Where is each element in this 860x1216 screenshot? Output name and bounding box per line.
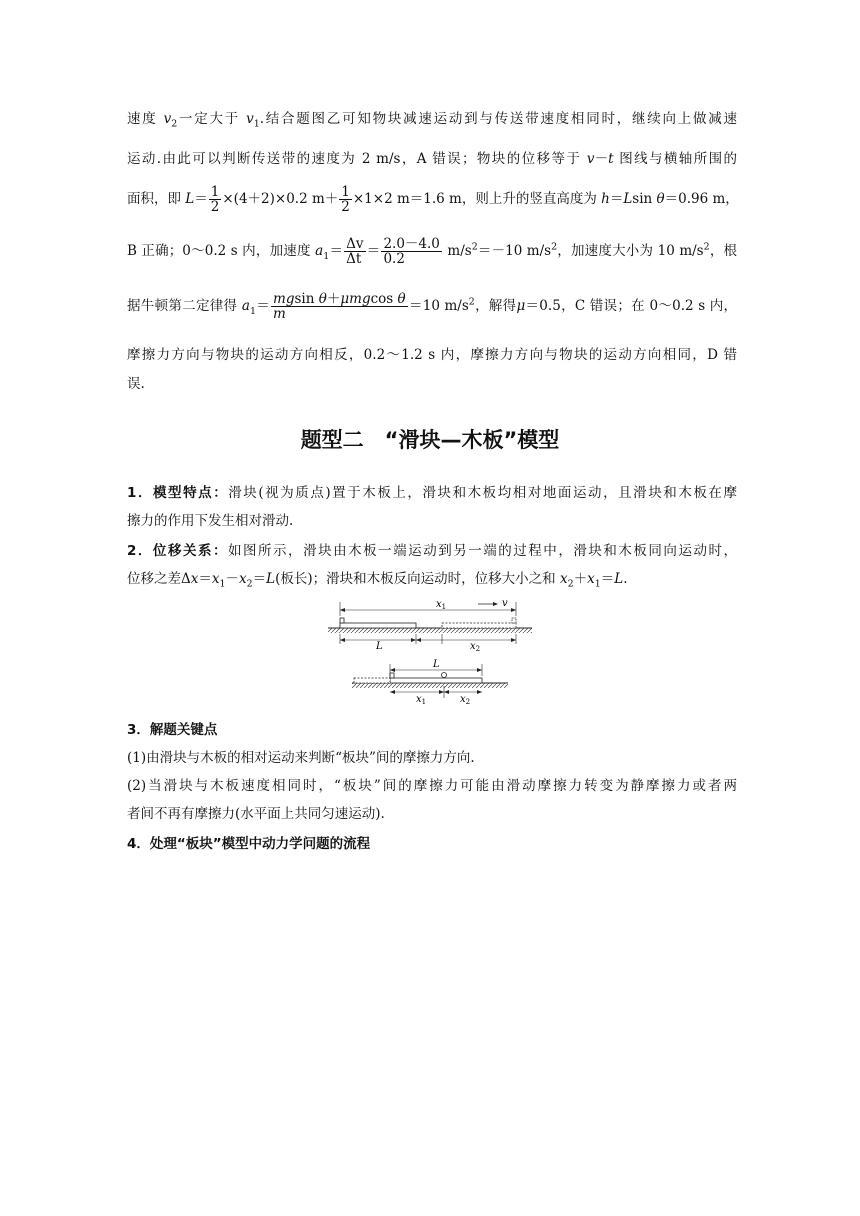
item-3-point-2-line-2: 者间不再有摩擦力(水平面上共同匀速运动). — [127, 806, 385, 822]
fraction-value: $\frac{2.0-4.0}{0.2}$ — [383, 236, 440, 268]
top-L-label: L — [376, 641, 383, 652]
item-3-point-2-line-1: (2)当滑块与木板速度相同时，“板块”间的摩擦力可能由滑动摩擦力转变为静摩擦力或者两 — [127, 778, 737, 794]
solution-line-6: 摩擦力方向与物块的运动方向相反，0.2～1.2 s 内，摩擦力方向与物块的运动方向相同，D 错 — [127, 347, 737, 363]
fraction-newton: $\frac{\text{mgsin θ＋μmgcos θ}}{m}$ — [273, 291, 406, 323]
fraction-dv-dt: $\frac{\Delta v}{\Delta t}$ — [346, 236, 364, 268]
solution-line-7: 误. — [127, 376, 145, 392]
board-initial — [340, 623, 416, 628]
solution-line-2: 运动.由此可以判断传送带的速度为 2 m/s，A 错误；物块的位移等于 v－t 图线与横轴所围的 — [127, 151, 738, 167]
ground-hatch — [352, 683, 508, 688]
item-4-heading: 4．处理“板块”模型中动力学问题的流程 — [127, 836, 371, 852]
ground-hatch — [328, 628, 532, 633]
board-final — [442, 623, 516, 628]
solution-line-4: B 正确；0～0.2 s 内，加速度 $a_1=$ $\frac{\Delta v}{\Delta t}$ ＝ $\frac{2.0-4.0}{0.2}$ $m/s^2=-10$ $m/s^2$，加速度大小为 10 $m/s^2$，根 — [127, 236, 738, 268]
block-final — [512, 618, 516, 623]
item-2-line-1: 2．位移关系：如图所示，滑块由木板一端运动到另一端的过程中，滑块和木板同向运动时， — [127, 543, 737, 559]
bottom-diagram — [352, 659, 508, 706]
top-v-label: v — [502, 598, 508, 609]
board-final — [354, 678, 390, 683]
item-2-line-2: 位移之差$\Delta x=x_1-x_2=L$(板长)；滑块和木板反向运动时，位移大小之和 $x_2+x_1=L$. — [127, 571, 628, 590]
fraction-half: $\frac{1}{2}$ — [210, 184, 220, 216]
fraction-half: $\frac{1}{2}$ — [341, 184, 350, 216]
top-x2-label: $x_2$ — [470, 641, 481, 653]
block-initial — [340, 618, 344, 623]
item-1-line-1: 1．模型特点：滑块(视为质点)置于木板上，滑块和木板均相对地面运动，且滑块和木板在摩 — [127, 485, 737, 501]
board-initial — [390, 678, 482, 683]
top-x1-label: $x_1$ — [436, 599, 447, 611]
block-final — [442, 673, 447, 678]
top-diagram — [328, 598, 532, 653]
bottom-L-label: L — [433, 659, 440, 670]
solution-line-3: 面积，即 L＝ $\frac{1}{2}$ ×(4＋2)×0.2 m＋ $\frac{1}{2}$ ×1×2 m＝1.6 m，则上升的竖直高度为 h＝Lsin θ＝0.96 m， — [127, 184, 739, 216]
solution-line-1: 速度 $v_2$一定大于 $v_1$.结合题图乙可知物块减速运动到与传送带速度相同时，继续向上做减速 — [127, 111, 738, 130]
bottom-x2-label: $x_2$ — [460, 694, 471, 706]
bottom-x1-label: $x_1$ — [416, 694, 427, 706]
section-title: 题型二 “滑块—木板”模型 — [300, 428, 560, 452]
slider-board-diagram — [320, 596, 540, 706]
block-initial — [390, 673, 394, 678]
item-1-line-2: 擦力的作用下发生相对滑动. — [127, 513, 294, 529]
solution-line-5: 据牛顿第二定律得 $a_1=$ $\frac{\text{mgsin θ＋μmgcos θ}}{m}$ ＝10 $m/s^2$，解得μ＝0.5，C 错误；在 0～0.2 s 内， — [127, 291, 738, 323]
item-3-point-1: (1)由滑块与木板的相对运动来判断“板块”间的摩擦力方向. — [127, 750, 475, 766]
item-3-heading: 3．解题关键点 — [127, 722, 218, 738]
